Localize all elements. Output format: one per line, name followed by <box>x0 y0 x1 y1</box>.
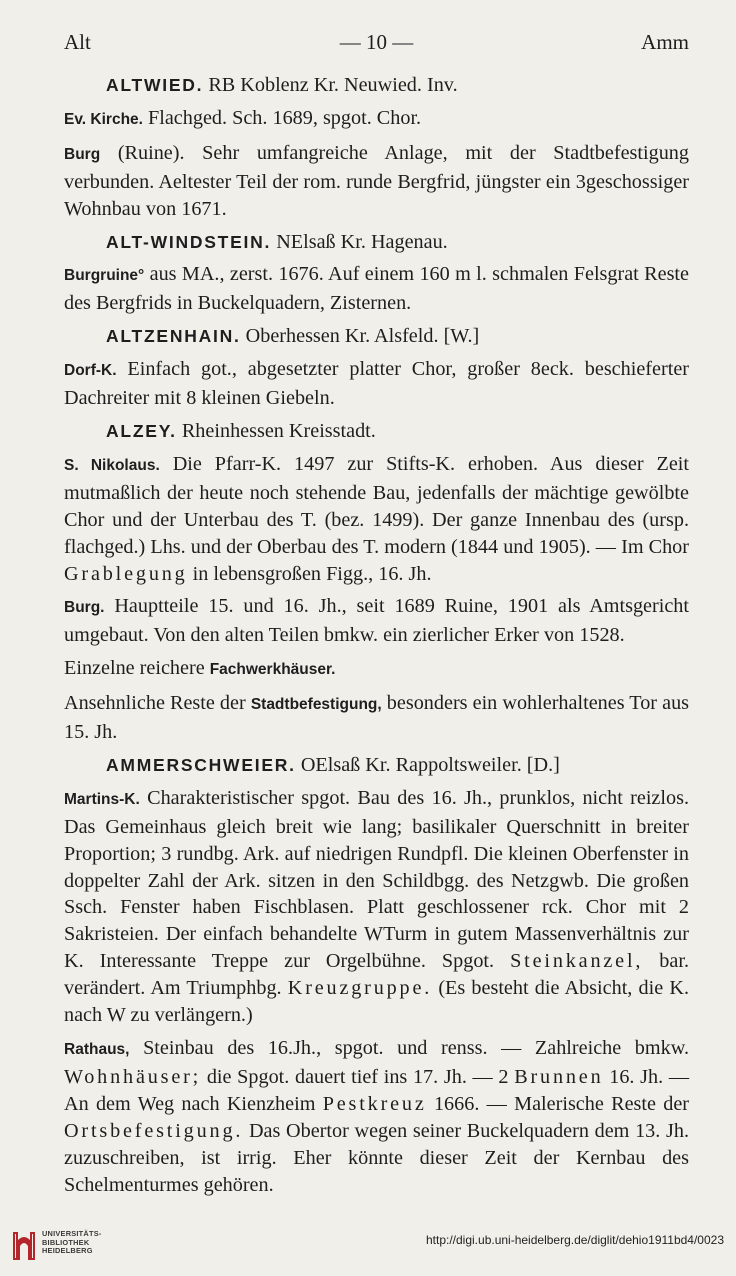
entry-burgruine: Burgruine° aus MA., zerst. 1676. Auf einem 160 m l. schmalen Felsgrat Reste des Bergfrids in Buckelquadern, Zisternen. <box>64 263 689 315</box>
entry-dorf-k: Dorf-K. Einfach got., abgesetzter platter Chor, großer 8eck. beschieferter Dachreiter mit 8 kleinen Giebeln. <box>64 358 690 410</box>
place-heading-altzenhain: ALTZENHAIN. Oberhessen Kr. Alsfeld. [W.] <box>106 325 480 348</box>
running-header <box>64 30 689 56</box>
entry-ev-kirche: Ev. Kirche. Flachged. Sch. 1689, spgot. Chor. <box>64 106 422 129</box>
entry-burg-alzey: Burg. Hauptteile 15. und 16. Jh., seit 1689 Ruine, 1901 als Amtsgericht umgebaut. Von den alten Teilen bmkw. ein zierlicher Erker von 1528. <box>64 595 689 647</box>
place-heading-alzey: ALZEY. Rheinhessen Kreisstadt. <box>106 419 376 442</box>
page-body <box>64 72 689 1204</box>
digitization-footer <box>0 1226 736 1266</box>
place-heading-ammerschweier: AMMERSCHWEIER. OElsaß Kr. Rappoltsweiler. [D.] <box>106 753 560 776</box>
entry-fachwerkhaeuser: Einzelne reichere Fachwerkhäuser. <box>64 657 336 680</box>
page-number: — 10 — <box>339 30 414 54</box>
entry-burg-altwied: Burg (Ruine). Sehr umfangreiche Anlage, mit der Stadtbefestigung verbunden. Aeltester Teil der rom. runde Bergfrid, jüngster ein 3geschossiger Wohnbau von 1671. <box>64 141 689 220</box>
header-left: Alt <box>64 30 91 54</box>
entry-martins-k: Martins-K. Charakteristischer spgot. Bau des 16. Jh., prunklos, nicht reizlos. Das Gemeinhaus gleich breit wie lang; basilikaler Querschnitt in breiter Proportion; 3 rundbg. Ark. auf niedrigen Rundpfl. Die kleinen Oberfenster in doppelter Zahl der Ark. sitzen in den Schildbgg. des Netzgwb. Die großen Ssch. Fenster haben Fischblasen. Platt geschlossener rck. Chor mit 2 Sakristeien. Der einfach behandelte WTurm in gutem Massenverhältnis zur K. Interessante Treppe zur Orgelbühne. Spgot. Steinkanzel, bar. verändert. Am Triumphbg. Kreuzgruppe. (Es besteht die Absicht, die K. nach W zu verlängern.) <box>64 786 690 1027</box>
place-heading-alt-windstein: ALT-WINDSTEIN. NElsaß Kr. Hagenau. <box>106 230 448 253</box>
entry-stadtbefestigung: Ansehnliche Reste der Stadtbefestigung, besonders ein wohlerhaltenes Tor aus 15. Jh. <box>64 692 690 744</box>
library-logo-icon <box>10 1228 38 1262</box>
header-right: Amm <box>641 30 689 54</box>
entry-s-nikolaus: S. Nikolaus. Die Pfarr-K. 1497 zur Stifts-K. erhoben. Aus dieser Zeit mutmaßlich der heute noch stehende Bau, jedenfalls der mächtige gewölbte Chor und der Unterbau des T. (bez. 1499). Der ganze Innenbau des (ursp. flachged.) Lhs. und der Oberbau des T. modern (1844 und 1905). — Im Chor Grablegung in lebensgroßen Figg., 16. Jh. <box>64 452 689 585</box>
library-name: UNIVERSITÄTS- BIBLIOTHEK HEIDELBERG <box>42 1229 102 1256</box>
source-url[interactable]: http://digi.ub.uni-heidelberg.de/diglit/dehio1911bd4/0023 <box>425 1233 724 1247</box>
entry-rathaus: Rathaus, Steinbau des 16.Jh., spgot. und renss. — Zahlreiche bmkw. Wohnhäuser; die Spgot. dauert tief ins 17. Jh. — 2 Brunnen 16. Jh. — An dem Weg nach Kienzheim Pestkreuz 1666. — Malerische Reste der Ortsbefestigung. Das Obertor wegen seiner Buckelquadern dem 13. Jh. zuzuschreiben, ist irrig. Eher könnte dieser Zeit der Kernbau des Schelmenturmes gehören. <box>64 1037 690 1196</box>
place-heading-altwied: ALTWIED. RB Koblenz Kr. Neuwied. Inv. <box>106 74 458 96</box>
